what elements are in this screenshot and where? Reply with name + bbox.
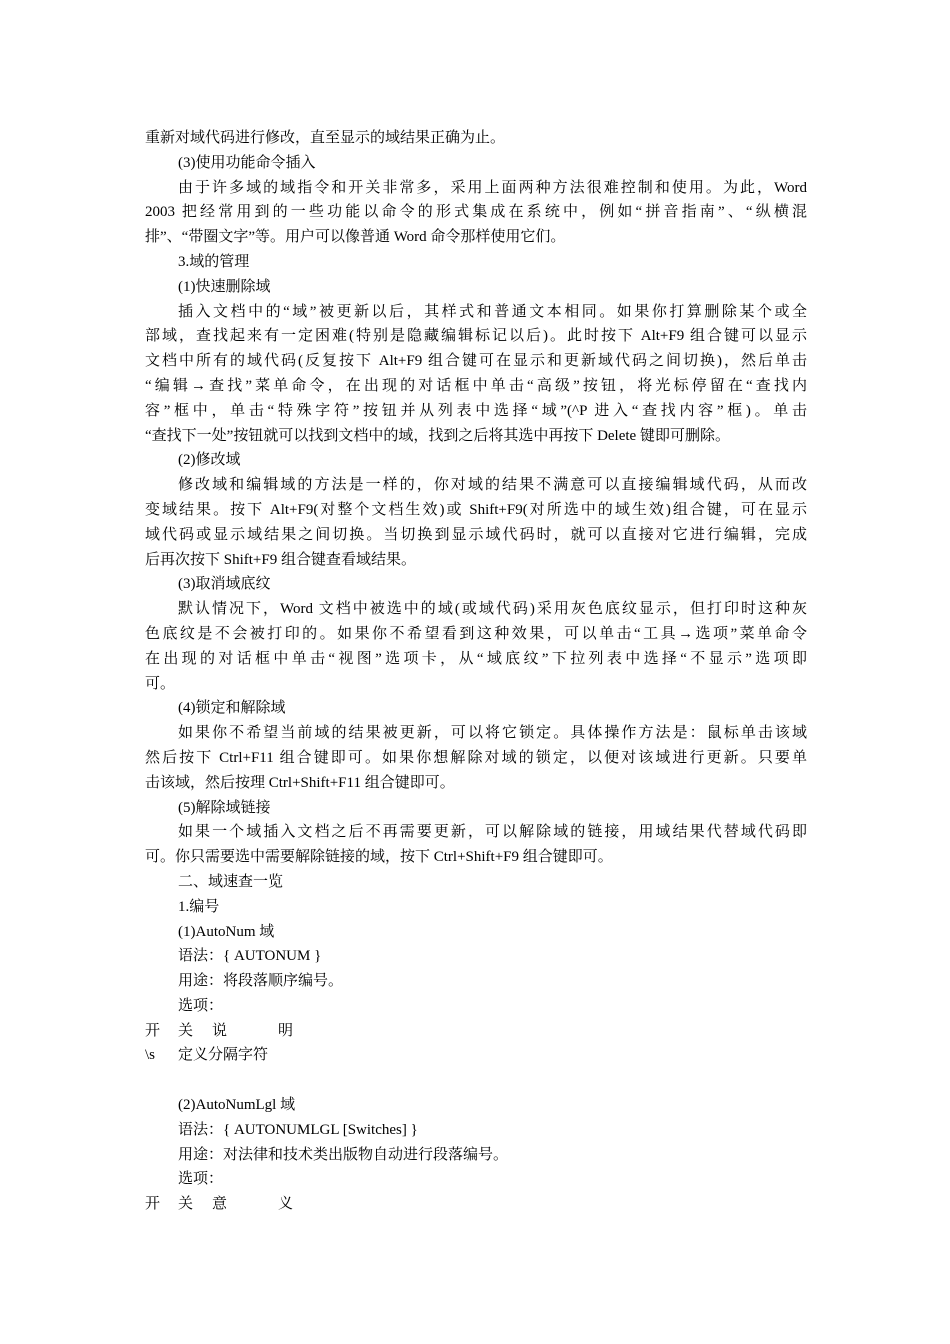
table-cell-switch: \s: [145, 1047, 156, 1064]
paragraph-line: 击该域，然后按理 Ctrl+Shift+F11 组合键即可。: [145, 774, 455, 791]
paragraph-line: 部域，查找起来有一定困难(特别是隐藏编辑标记以后)。此时按下 Alt+F9 组合键可以显示: [145, 328, 807, 345]
paragraph-line: 容”框中，单击“特殊字符”按钮并从列表中选择“域”(^P 进入“查找内容”框)。单击: [145, 402, 807, 419]
usage-line: 用途：将段落顺序编号。: [178, 973, 344, 990]
subheading: (4)锁定和解除域: [178, 700, 286, 717]
paragraph-line: 重新对域代码进行修改，直至显示的域结果正确为止。: [145, 130, 506, 146]
document-body: [145, 126, 807, 1217]
switch-table-header: [145, 1192, 807, 1217]
subheading: (3)取消域底纹: [178, 576, 271, 593]
paragraph-line: 由于许多域的域指令和开关非常多，采用上面两种方法很难控制和使用。为此，Word: [178, 179, 807, 196]
paragraph-line: 可。: [145, 675, 176, 692]
paragraph-line: 变域结果。按下 Alt+F9(对整个文档生效)或 Shift+F9(对所选中的域生效)组合键，可在显示: [145, 501, 807, 518]
table-header-cell: 意: [212, 1196, 228, 1213]
subheading: (1)快速删除域: [178, 278, 271, 295]
section-heading: 二、域速查一览: [178, 873, 284, 890]
syntax-line: 语法：{ AUTONUMLGL [Switches] }: [178, 1121, 418, 1138]
paragraph-line: 如果一个域插入文档之后不再需要更新，可以解除域的链接，用域结果代替域代码即: [178, 824, 807, 841]
subheading: (3)使用功能命令插入: [178, 154, 316, 171]
paragraph-line: 默认情况下，Word 文档中被选中的域(或域代码)采用灰色底纹显示，但打印时这种灰: [178, 601, 807, 618]
paragraph-line: “查找下一处”按钮就可以找到文档中的域，找到之后将其选中再按下 Delete 键即可删除。: [145, 427, 730, 444]
switch-table-row: [145, 1043, 807, 1068]
paragraph-line: 域代码或显示域结果之间切换。当切换到显示域代码时，就可以直接对它进行编辑，完成: [145, 526, 807, 543]
paragraph-line: 如果你不希望当前域的结果被更新，可以将它锁定。具体操作方法是：鼠标单击该域: [178, 725, 807, 742]
subheading: (2)AutoNumLgl 域: [178, 1097, 296, 1114]
paragraph-line: 文档中所有的域代码(反复按下 Alt+F9 组合键可在显示和更新域代码之间切换)，然后单击: [145, 353, 807, 370]
paragraph-line: 2003 把经常用到的一些功能以命令的形式集成在系统中，例如“拼音指南”、“纵横混: [145, 204, 807, 221]
table-cell-description: 定义分隔字符: [178, 1047, 269, 1064]
usage-line: 用途：对法律和技术类出版物自动进行段落编号。: [178, 1146, 509, 1163]
section-heading: 1.编号: [178, 898, 220, 915]
section-heading: 3.域的管理: [178, 253, 250, 270]
syntax-line: 语法：{ AUTONUM }: [178, 948, 322, 965]
blank-line: [145, 1068, 807, 1093]
subheading: (1)AutoNum 域: [178, 923, 275, 940]
paragraph-line: “编辑→查找”菜单命令，在出现的对话框中单击“高级”按钮，将光标停留在“查找内: [145, 377, 807, 394]
paragraph-line: 然后按下 Ctrl+F11 组合键即可。如果你想解除对域的锁定，以便对该域进行更新。只要单: [145, 749, 807, 766]
paragraph-line: 后再次按下 Shift+F9 组合键查看域结果。: [145, 551, 416, 568]
table-header-cell: 义: [278, 1196, 294, 1213]
options-label: 选项：: [178, 997, 224, 1014]
table-header-cell: 开: [145, 1022, 161, 1039]
switch-table-header: [145, 1019, 807, 1044]
paragraph-line: 排”、“带圈文字”等。用户可以像普通 Word 命令那样使用它们。: [145, 229, 566, 246]
subheading: (5)解除域链接: [178, 799, 271, 816]
table-header-cell: 明: [278, 1022, 294, 1039]
paragraph-line: 插入文档中的“域”被更新以后，其样式和普通文本相同。如果你打算删除某个或全: [178, 303, 807, 320]
paragraph-line: 在出现的对话框中单击“视图”选项卡，从“域底纹”下拉列表中选择“不显示”选项即: [145, 650, 807, 667]
paragraph-line: 修改域和编辑域的方法是一样的，你对域的结果不满意可以直接编辑域代码，从而改: [178, 477, 807, 494]
table-header-cell: 关: [178, 1196, 194, 1213]
subheading: (2)修改域: [178, 452, 241, 469]
table-header-cell: 关: [178, 1022, 194, 1039]
options-label: 选项：: [178, 1171, 224, 1188]
table-header-cell: 开: [145, 1196, 161, 1213]
table-header-cell: 说: [212, 1022, 228, 1039]
paragraph-line: 色底纹是不会被打印的。如果你不希望看到这种效果，可以单击“工具→选项”菜单命令: [145, 625, 807, 642]
paragraph-line: 可。你只需要选中需要解除链接的域，按下 Ctrl+Shift+F9 组合键即可。: [145, 849, 613, 866]
